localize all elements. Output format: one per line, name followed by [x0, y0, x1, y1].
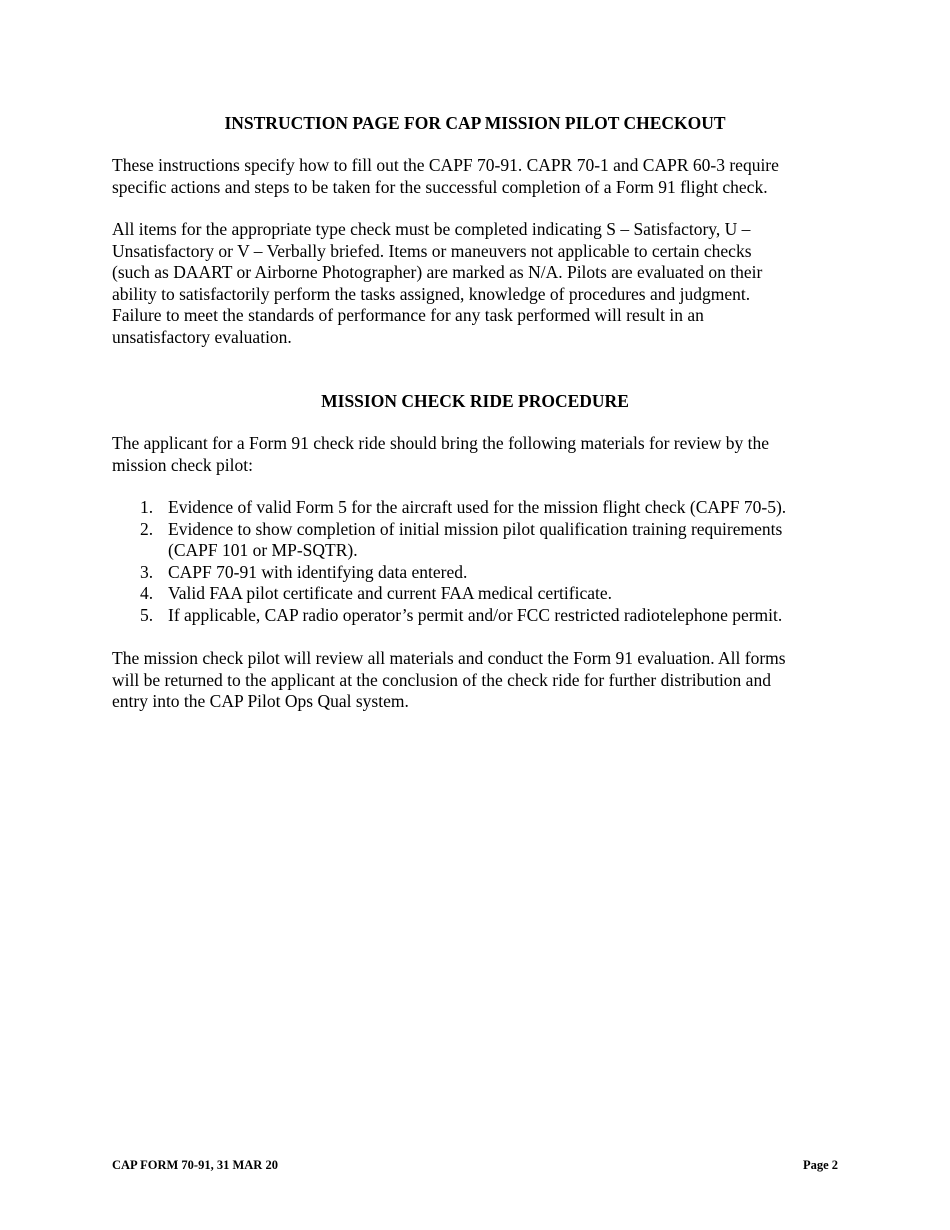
grading-paragraph — [112, 219, 844, 348]
procedure-heading: MISSION CHECK RIDE PROCEDURE — [321, 391, 629, 411]
list-item-number: 5. — [140, 604, 154, 625]
grading-line: Unsatisfactory or V – Verbally briefed. Items or maneuvers not applicable to certain checks — [112, 240, 752, 261]
list-item-number: 1. — [140, 497, 154, 517]
list-item — [112, 605, 852, 627]
grading-line: All items for the appropriate type check must be completed indicating S – Satisfactory, U – — [112, 219, 751, 239]
footer-form-id: CAP FORM 70-91, 31 MAR 20 — [112, 1158, 278, 1172]
footer-page-number: Page 2 — [802, 1158, 838, 1172]
closing-line: will be returned to the applicant at the conclusion of the check ride for further distribution and — [112, 669, 771, 690]
page-title: INSTRUCTION PAGE FOR CAP MISSION PILOT CHECKOUT — [224, 113, 726, 133]
list-item — [112, 497, 852, 519]
list-item — [112, 519, 852, 562]
intro-line: These instructions specify how to fill out the CAPF 70-91. CAPR 70-1 and CAPR 60-3 require — [112, 155, 779, 175]
grading-line: (such as DAART or Airborne Photographer) are marked as N/A. Pilots are evaluated on their — [112, 262, 763, 282]
materials-list — [112, 497, 852, 626]
applicant-paragraph — [112, 433, 844, 476]
grading-line: unsatisfactory evaluation. — [112, 326, 292, 347]
list-item — [112, 583, 852, 605]
list-item-number: 3. — [140, 561, 154, 582]
closing-line: entry into the CAP Pilot Ops Qual system. — [112, 691, 409, 711]
closing-line: The mission check pilot will review all materials and conduct the Form 91 evaluation. All forms — [112, 648, 786, 668]
intro-paragraph — [112, 155, 844, 198]
closing-paragraph — [112, 648, 844, 713]
list-item-text: Valid FAA pilot certificate and current FAA medical certificate. — [168, 583, 612, 603]
applicant-line: The applicant for a Form 91 check ride should bring the following materials for review by the — [112, 433, 770, 453]
list-item-text: If applicable, CAP radio operator’s permit and/or FCC restricted radiotelephone permit. — [168, 604, 783, 625]
list-item — [112, 562, 852, 584]
list-item-text: Evidence of valid Form 5 for the aircraft used for the mission flight check (CAPF 70-5). — [168, 497, 787, 517]
list-item-number: 2. — [140, 518, 154, 539]
applicant-line: mission check pilot: — [112, 454, 253, 475]
intro-line: specific actions and steps to be taken for the successful completion of a Form 91 flight check. — [112, 176, 768, 197]
list-item-number: 4. — [140, 583, 154, 603]
list-item-text: (CAPF 101 or MP-SQTR). — [168, 540, 358, 560]
list-item-text: CAPF 70-91 with identifying data entered. — [168, 561, 468, 582]
grading-line: Failure to meet the standards of performance for any task performed will result in an — [112, 305, 704, 325]
list-item-text: Evidence to show completion of initial mission pilot qualification training requirements — [168, 518, 783, 539]
grading-line: ability to satisfactorily perform the tasks assigned, knowledge of procedures and judgment. — [112, 283, 751, 304]
